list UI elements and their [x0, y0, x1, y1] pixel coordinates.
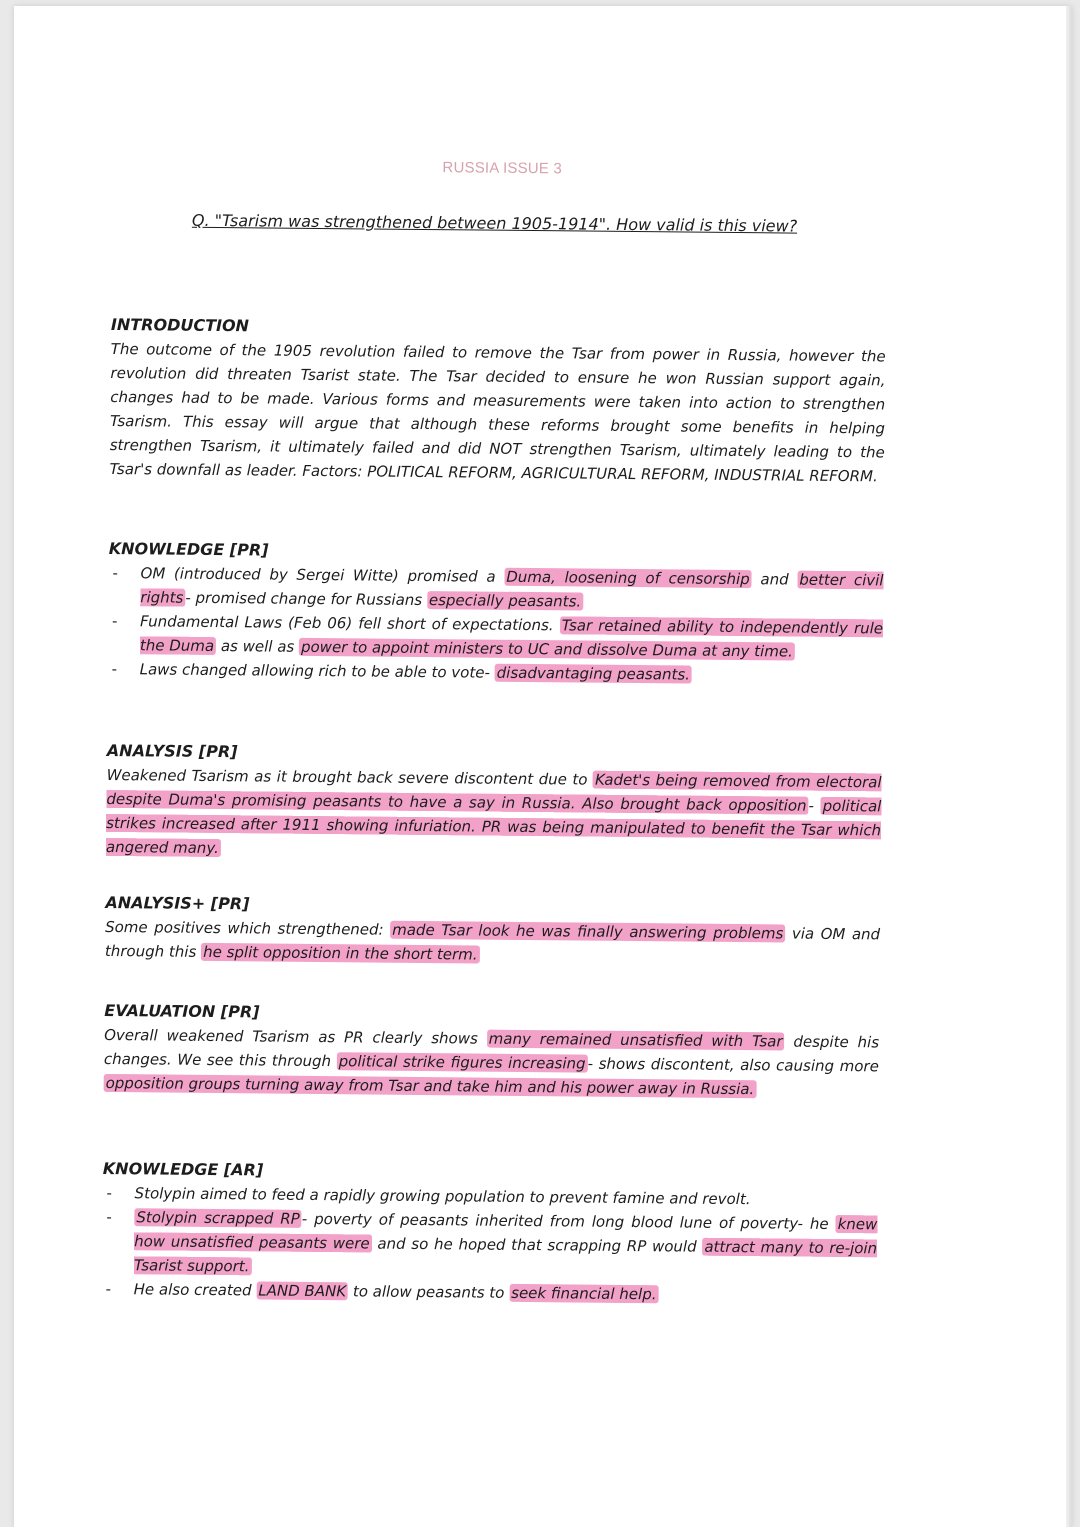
document-page — [14, 6, 1072, 1527]
introduction-heading: INTRODUCTION — [110, 314, 250, 336]
highlight: disadvantaging peasants. — [496, 663, 691, 684]
section-analysis-pr — [106, 740, 882, 866]
text-run: to allow peasants to — [348, 1282, 510, 1302]
highlight: political strikes increased after 1911 showing infuriation. PR was being manipulated to benefit the Tsar which angered many. — [105, 796, 882, 858]
highlight: political strike figures increasing — [338, 1052, 586, 1073]
knowledge-pr-list — [108, 561, 884, 688]
highlight: knew how unsatisfied peasants were — [134, 1215, 878, 1253]
text-run: - promised change for Russians — [185, 588, 427, 610]
essay-content — [102, 6, 904, 1304]
text-run: despite his changes. We see this through — [103, 1032, 880, 1071]
text-run: Laws changed allowing rich to be able to vote- — [139, 660, 495, 682]
list-item — [108, 609, 883, 664]
highlight: Duma, loosening of censorship — [506, 567, 750, 589]
page-edge-shadow — [1066, 6, 1072, 1527]
list-item — [108, 561, 883, 616]
text-run: OM (introduced by Sergei Witte) promised a — [140, 564, 505, 586]
analysis-plus-pr-heading: ANALYSIS+ [PR] — [105, 892, 250, 914]
highlight: Tsar retained ability to independently rule the Duma — [139, 616, 884, 655]
essay-question: Q. "Tsarism was strengthened between 1905-1914". How valid is this view? — [191, 210, 798, 236]
knowledge-ar-heading: KNOWLEDGE [AR] — [102, 1158, 264, 1180]
highlight: opposition groups turning away from Tsar and take him and his power away in Russia. — [105, 1073, 755, 1099]
evaluation-pr-heading: EVALUATION [PR] — [104, 1000, 260, 1022]
section-knowledge-ar — [102, 1158, 878, 1308]
page-header: RUSSIA ISSUE 3 — [442, 159, 563, 178]
highlight: LAND BANK — [258, 1281, 347, 1301]
analysis-plus-pr-text — [105, 915, 880, 970]
highlight: power to appoint ministers to UC and dissolve Duma at any time. — [300, 637, 793, 661]
section-evaluation-pr — [104, 1000, 880, 1102]
list-item — [102, 1205, 878, 1284]
introduction-text: The outcome of the 1905 revolution failed to remove the Tsar from power in Russia, however the revolution did threaten Tsarist state. The Tsar decided to ensure he won Russian support again, changes had to be made. Various forms and measurements were taken into action to strengthen Tsarism. This essay will argue that although these reforms brought some benefits in helping strengthen Tsarism, it ultimately failed and did NOT strengthen Tsarism, ultimately leading to the Tsar's downfall as leader. Factors: POLITICAL REFORM, AGRICULTURAL REFORM, INDUSTRIAL REFORM. — [109, 339, 886, 486]
text-run: Some positives which strengthened: — [105, 917, 391, 939]
highlight: made Tsar look he was finally answering problems — [392, 920, 784, 943]
text-run: - shows discontent, also causing more — [587, 1054, 879, 1076]
text-run: - poverty of peasants inherited from long blood lune of poverty- he — [301, 1209, 836, 1233]
text-run: Stolypin aimed to feed a rapidly growing population to prevent famine and revolt. — [134, 1184, 751, 1209]
analysis-pr-heading: ANALYSIS [PR] — [106, 740, 238, 762]
text-run: Weakened Tsarism as it brought back severe discontent due to — [106, 765, 594, 789]
evaluation-pr-text — [104, 1023, 880, 1102]
analysis-pr-text — [106, 763, 882, 866]
text-run: Overall weakened Tsarism as PR clearly shows — [104, 1025, 487, 1048]
knowledge-pr-heading: KNOWLEDGE [PR] — [108, 538, 269, 560]
text-run: He also created — [133, 1280, 257, 1300]
text-run: via OM and through this — [104, 924, 881, 961]
section-knowledge-pr — [108, 538, 884, 688]
highlight: many remained unsatisfied with Tsar — [488, 1029, 783, 1051]
text-run: and so he hoped that scrapping RP would — [371, 1234, 703, 1256]
knowledge-ar-list — [102, 1181, 878, 1308]
highlight: he split opposition in the short term. — [203, 942, 478, 964]
highlight: attract many to re-join Tsarist support. — [133, 1237, 878, 1276]
highlight: Kadet's being removed from electoral despite Duma's promising peasants to have a say in Russia. Also brought back opposition — [106, 770, 882, 815]
text-run: Fundamental Laws (Feb 06) fell short of expectations. — [140, 612, 560, 635]
section-introduction — [109, 314, 886, 488]
highlight: seek financial help. — [511, 1283, 657, 1304]
text-run: as well as — [216, 637, 300, 656]
highlight: Stolypin scrapped RP — [136, 1208, 300, 1228]
text-run: - — [808, 796, 821, 815]
highlight: especially peasants. — [428, 591, 582, 611]
highlight: better civil rights — [140, 570, 884, 607]
section-analysis-plus-pr — [105, 892, 881, 970]
text-run: and — [751, 570, 798, 589]
